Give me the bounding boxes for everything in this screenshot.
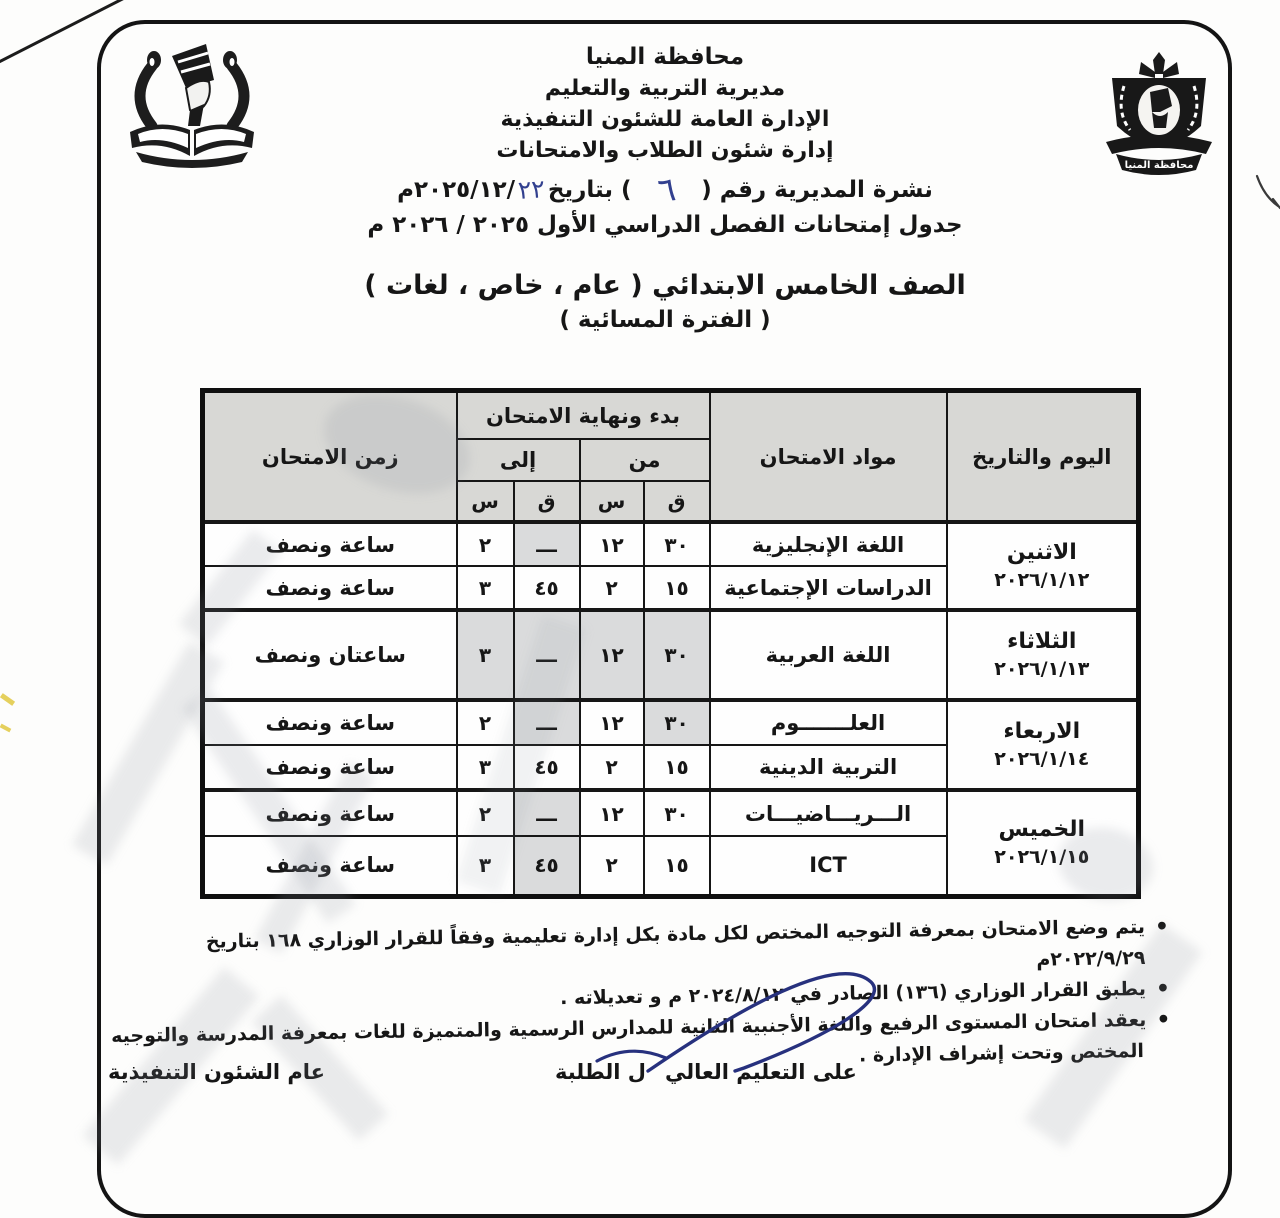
cell-from-min: ٣٠ [644, 610, 710, 700]
cutoff-fragment: على التعليم العالي [665, 1060, 857, 1084]
bulletin-suffix: م [397, 177, 415, 203]
cell-to-min: ـــ [514, 790, 580, 836]
bullet-icon: • [1156, 1007, 1171, 1033]
day-name: الثلاثاء [1007, 629, 1077, 654]
day-name: الاربعاء [1003, 719, 1081, 744]
bulletin-date: ٢٠٢٥/١٢/ [414, 177, 516, 203]
cell-to-hr: ٣ [457, 836, 514, 896]
bullet-icon: • [1154, 914, 1170, 940]
schedule-title-line: جدول إمتحانات الفصل الدراسي الأول ٢٠٢٥ / ٢٠٢٦ م [367, 212, 963, 238]
header-subjects: مواد الامتحان [710, 391, 947, 523]
cell-to-hr: ٢ [457, 700, 514, 745]
handwritten-day: ٢٢ [517, 174, 546, 205]
cell-from-min: ١٥ [644, 745, 710, 790]
day-date: ٢٠٢٦/١/١٥ [994, 845, 1090, 868]
pen-tick-icon [1257, 176, 1280, 208]
cell-duration: ساعة ونصف [203, 522, 457, 566]
cutoff-fragment: عام الشئون التنفيذية [108, 1060, 326, 1084]
nefertiti-bust-icon [172, 44, 214, 126]
cell-to-min: ـــ [514, 700, 580, 745]
cell-from-min: ١٥ [644, 566, 710, 610]
table-row [203, 790, 1139, 836]
cell-subject: الدراسات الإجتماعية [710, 566, 947, 610]
day-name: الخميس [998, 816, 1086, 842]
cell-duration: ساعة ونصف [203, 700, 457, 745]
class-title-block [320, 268, 1010, 336]
table-row [203, 700, 1139, 745]
header-from-hours: س [580, 481, 644, 522]
header-day-date: اليوم والتاريخ [947, 391, 1139, 523]
cell-from-min: ١٥ [644, 836, 710, 896]
cell-duration: ساعة ونصف [203, 745, 457, 790]
day-date: ٢٠٢٦/١/١٢ [994, 569, 1090, 591]
document-header [320, 42, 1010, 238]
org-line-governorate: محافظة المنيا [585, 44, 745, 70]
cell-duration: ساعتان ونصف [203, 610, 457, 700]
cell-to-min: ـــ [514, 610, 580, 700]
day-name: الاثنين [1006, 540, 1077, 565]
minya-governorate-logo [1094, 50, 1224, 192]
cell-from-hr: ٢ [580, 566, 644, 610]
education-directorate-logo [116, 34, 268, 176]
cell-to-hr: ٢ [457, 522, 514, 566]
cell-duration: ساعة ونصف [203, 790, 457, 836]
cell-to-min: ـــ [514, 522, 580, 566]
cell-day [947, 522, 1139, 610]
cell-from-hr: ١٢ [580, 610, 644, 700]
cutoff-fragment: ل الطلبة [555, 1060, 646, 1084]
cell-from-hr: ١٢ [580, 790, 644, 836]
cell-subject: الـــريـــاضيـــات [710, 790, 947, 836]
class-title: الصف الخامس الابتدائي ( عام ، خاص ، لغات ) [364, 270, 966, 301]
scan-yellow-mark [0, 693, 15, 706]
eagle-icon [1139, 52, 1179, 78]
exam-schedule-table-wrap [200, 388, 1141, 899]
cell-to-min: ٤٥ [514, 836, 580, 896]
cell-to-hr: ٣ [457, 566, 514, 610]
cell-duration: ساعة ونصف [203, 836, 457, 896]
bulletin-number-line [320, 169, 1010, 210]
bullet-icon: • [1155, 976, 1171, 1002]
banner-ribbon-icon [1106, 135, 1212, 175]
cell-from-hr: ١٢ [580, 700, 644, 745]
cell-subject: اللغة العربية [710, 610, 947, 700]
cell-to-hr: ٣ [457, 745, 514, 790]
cell-from-hr: ٢ [580, 745, 644, 790]
note-continuation: المختص وتحت إشراف الإدارة . [858, 1040, 1145, 1067]
cell-from-min: ٣٠ [644, 790, 710, 836]
bulletin-prefix: نشرة المديرية رقم ( [701, 177, 933, 203]
cell-to-min: ٤٥ [514, 566, 580, 610]
cell-subject: اللغة الإنجليزية [710, 522, 947, 566]
cell-day [947, 790, 1139, 896]
table-row [203, 610, 1139, 700]
cell-to-hr: ٣ [457, 610, 514, 700]
header-row-1 [203, 391, 1139, 440]
header-to: إلى [457, 439, 580, 481]
header-duration: زمن الامتحان [203, 391, 457, 523]
note-text: يعقد امتحان المستوى الرفيع واللغة الأجنبية الثانية للمدارس الرسمية والمتميزة للغات بمعرفة المدرسة والتوجيه [110, 1008, 1147, 1048]
cell-day [947, 610, 1139, 700]
note-text: يطبق القرار الوزاري (١٣٦) الصادر في ٢٠٢٤/٨/١٢ م و تعديلاته . [560, 977, 1147, 1010]
header-start-end: بدء ونهاية الامتحان [457, 391, 710, 440]
exam-schedule-table [200, 388, 1141, 899]
cell-subject: ICT [710, 836, 947, 896]
cell-subject: العلـــــــوم [710, 700, 947, 745]
org-line-directorate: مديرية التربية والتعليم [544, 76, 786, 101]
cell-to-min: ٤٥ [514, 745, 580, 790]
cell-from-min: ٣٠ [644, 522, 710, 566]
scan-yellow-mark [0, 724, 11, 733]
header-to-minutes: ق [514, 481, 580, 522]
header-from-minutes: ق [644, 481, 710, 522]
day-date: ٢٠٢٦/١/١٤ [994, 748, 1090, 770]
org-line-administration: الإدارة العامة للشئون التنفيذية [500, 107, 830, 132]
day-date: ٢٠٢٦/١/١٣ [994, 658, 1090, 680]
cell-from-hr: ١٢ [580, 522, 644, 566]
header-to-hours: س [457, 481, 514, 522]
cell-subject: التربية الدينية [710, 745, 947, 790]
cell-from-min: ٣٠ [644, 700, 710, 745]
cell-from-hr: ٢ [580, 836, 644, 896]
header-from: من [580, 439, 710, 481]
cell-duration: ساعة ونصف [203, 566, 457, 610]
cell-day [947, 700, 1139, 790]
open-book-icon [130, 124, 254, 168]
cutoff-signature-line [100, 1057, 1175, 1084]
bulletin-middle: ) بتاريخ [547, 177, 632, 203]
table-row [203, 522, 1139, 566]
handwritten-bulletin-number: ٦ [655, 169, 678, 210]
cell-to-hr: ٢ [457, 790, 514, 836]
banner-text: محافظة المنيا [1124, 160, 1194, 171]
period-subtitle: ( الفترة المسائية ) [559, 307, 771, 333]
note-text: يتم وضع الامتحان بمعرفة التوجيه المختص لكل مادة بكل إدارة تعليمية وفقاً للقرار الوزاري ١٦٨ بتاريخ ٢٠٢٢/٩/٢٩م [205, 915, 1146, 971]
org-line-exams-dept: إدارة شئون الطلاب والامتحانات [496, 138, 834, 163]
